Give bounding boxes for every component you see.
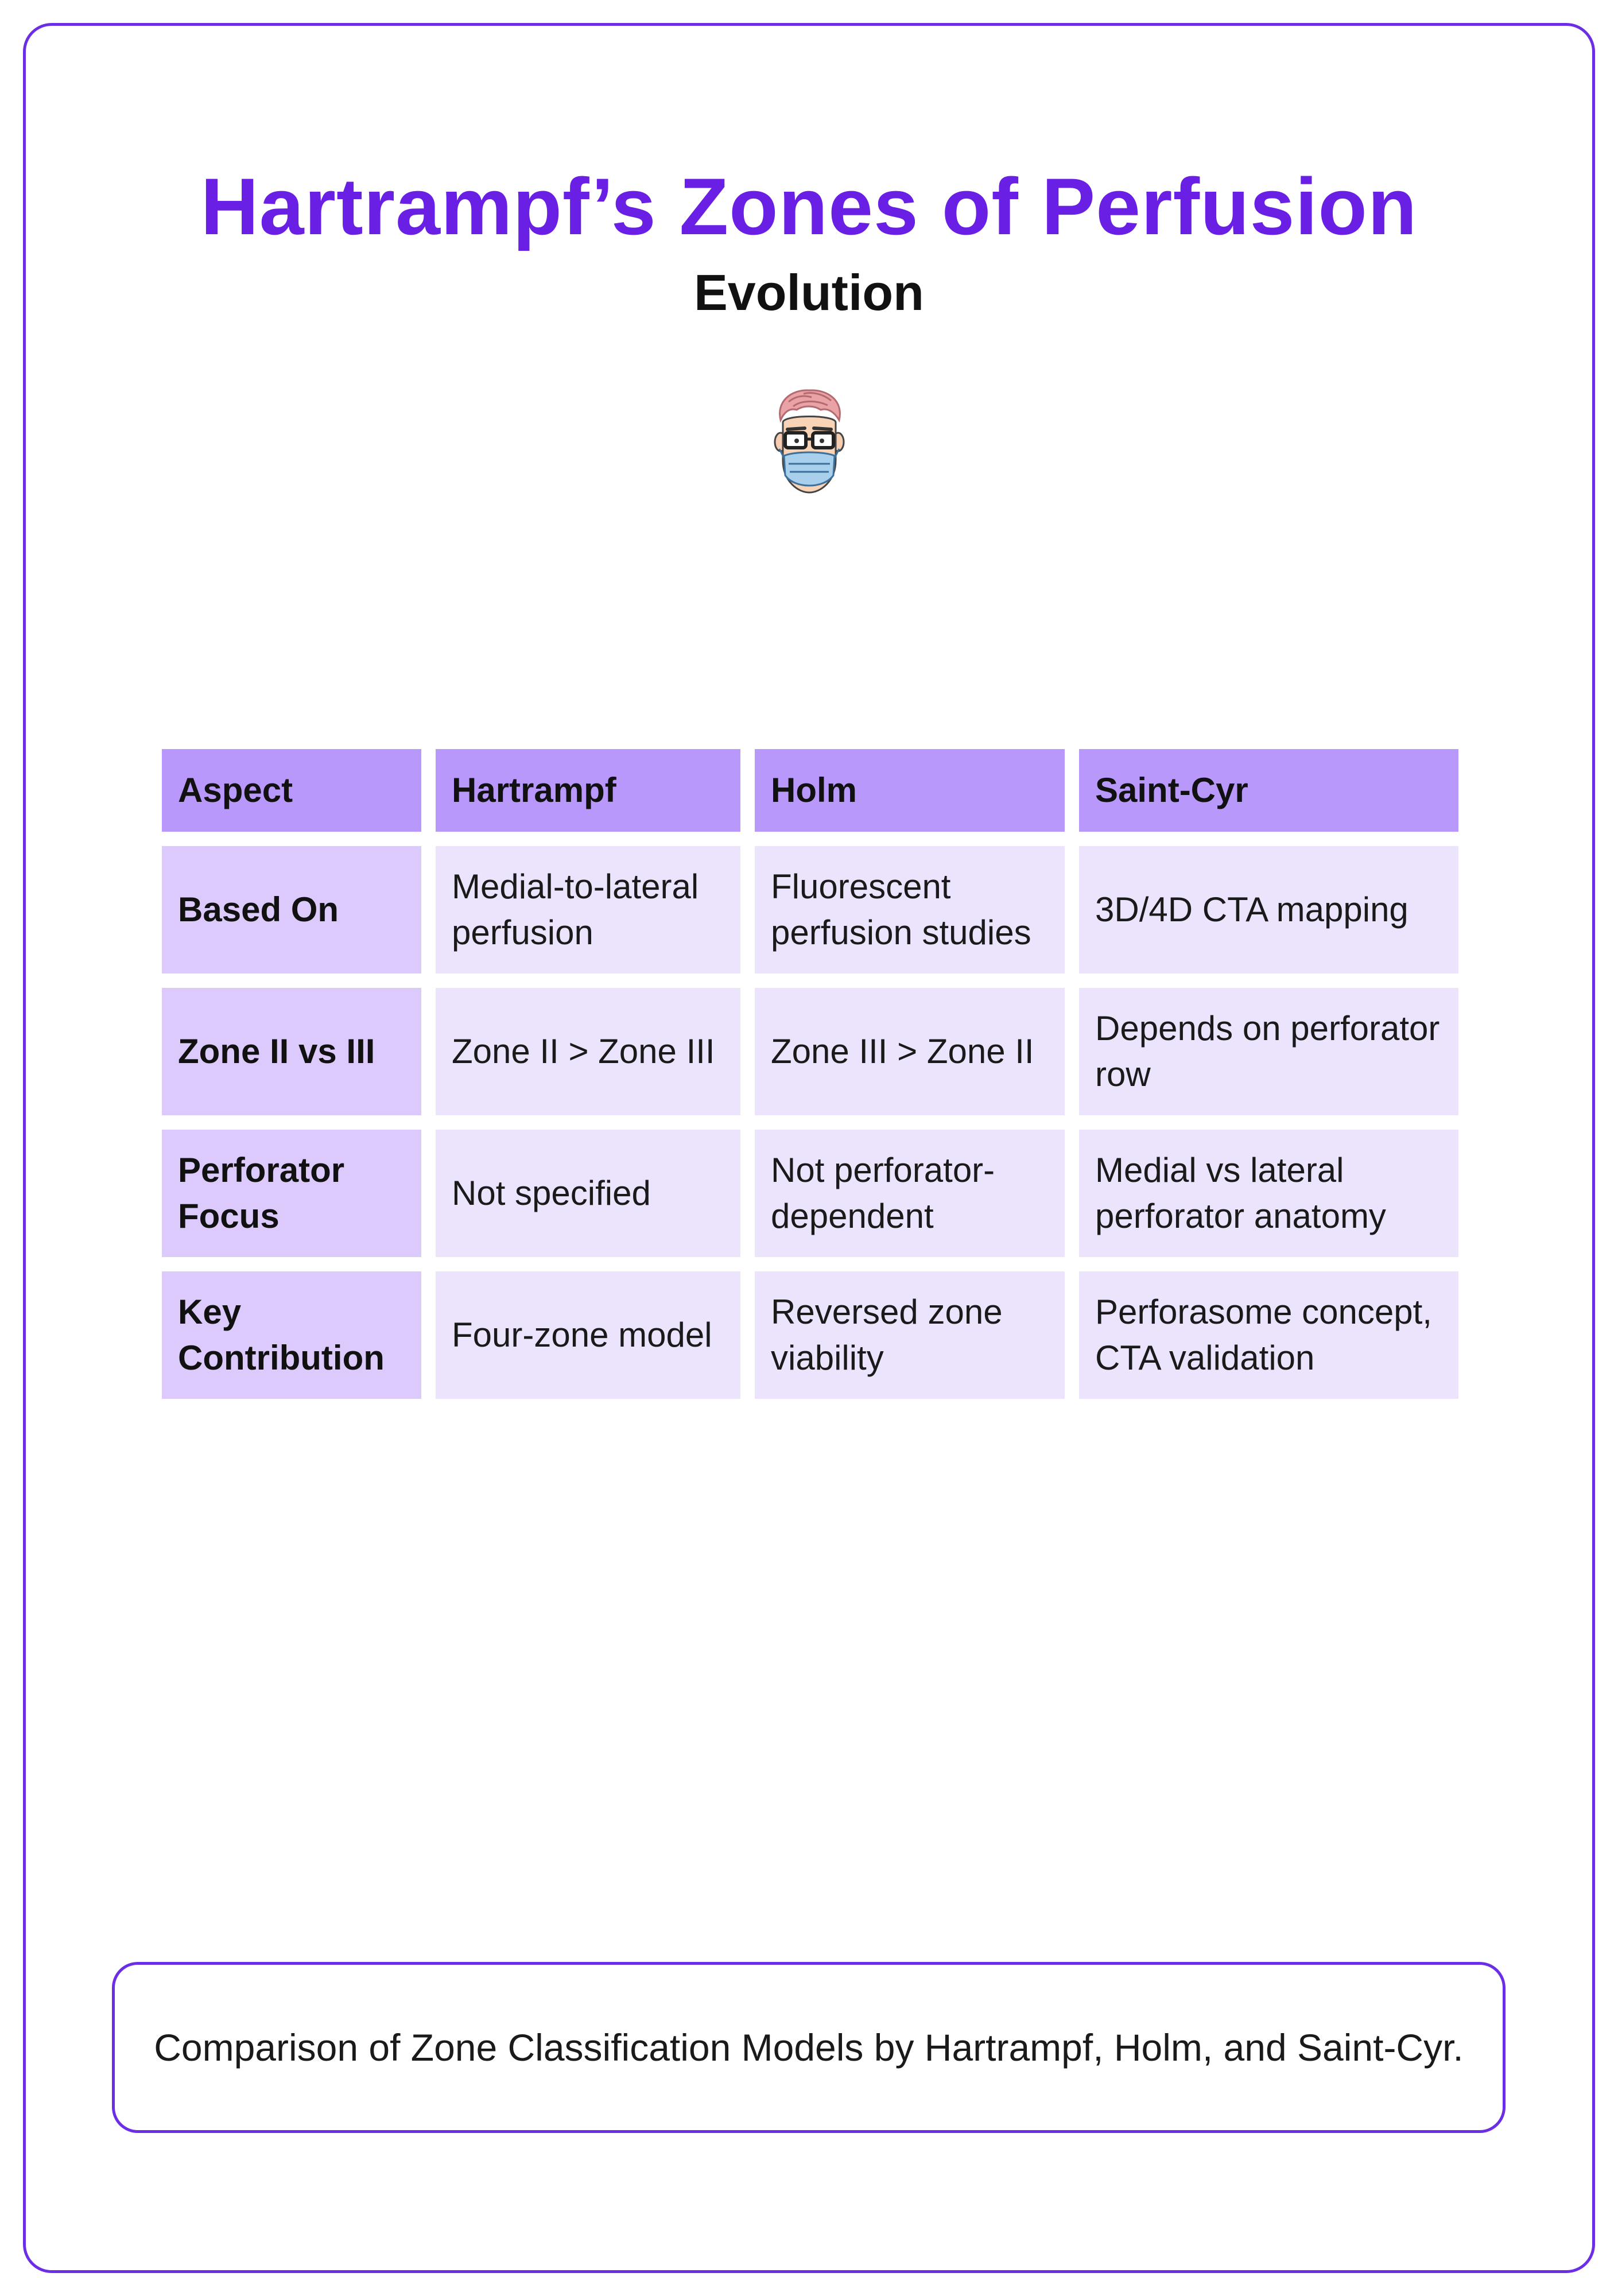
doctor-mascot-icon	[763, 385, 855, 499]
table-cell: Four-zone model	[436, 1271, 740, 1399]
table-row-label: Zone II vs III	[162, 988, 421, 1115]
table-cell: Perforasome concept, CTA validation	[1079, 1271, 1458, 1399]
table-header-aspect: Aspect	[162, 749, 421, 832]
comparison-table	[162, 749, 1458, 1399]
table-header-hartrampf: Hartrampf	[436, 749, 740, 832]
table-cell: Zone II > Zone III	[436, 988, 740, 1115]
table-row-label: Key Contribution	[162, 1271, 421, 1399]
table-cell: Zone III > Zone II	[755, 988, 1065, 1115]
table-header-saint-cyr: Saint-Cyr	[1079, 749, 1458, 832]
caption-box	[112, 1962, 1506, 2133]
table-cell: 3D/4D CTA mapping	[1079, 846, 1458, 974]
table-cell: Medial-to-lateral perfusion	[436, 846, 740, 974]
caption-text: Comparison of Zone Classification Models by Hartrampf, Holm, and Saint-Cyr.	[154, 2026, 1464, 2069]
page-subtitle: Evolution	[694, 264, 924, 321]
table-cell: Not specified	[436, 1130, 740, 1257]
table-cell: Fluorescent perfusion studies	[755, 846, 1065, 974]
table-cell: Reversed zone viability	[755, 1271, 1065, 1399]
table-cell: Not perforator-dependent	[755, 1130, 1065, 1257]
table-cell: Medial vs lateral perforator anatomy	[1079, 1130, 1458, 1257]
table-row-label: Based On	[162, 846, 421, 974]
table-row-label: Perforator Focus	[162, 1130, 421, 1257]
page-title: Hartrampf’s Zones of Perfusion	[200, 161, 1418, 251]
table-header-holm: Holm	[755, 749, 1065, 832]
table-cell: Depends on perforator row	[1079, 988, 1458, 1115]
